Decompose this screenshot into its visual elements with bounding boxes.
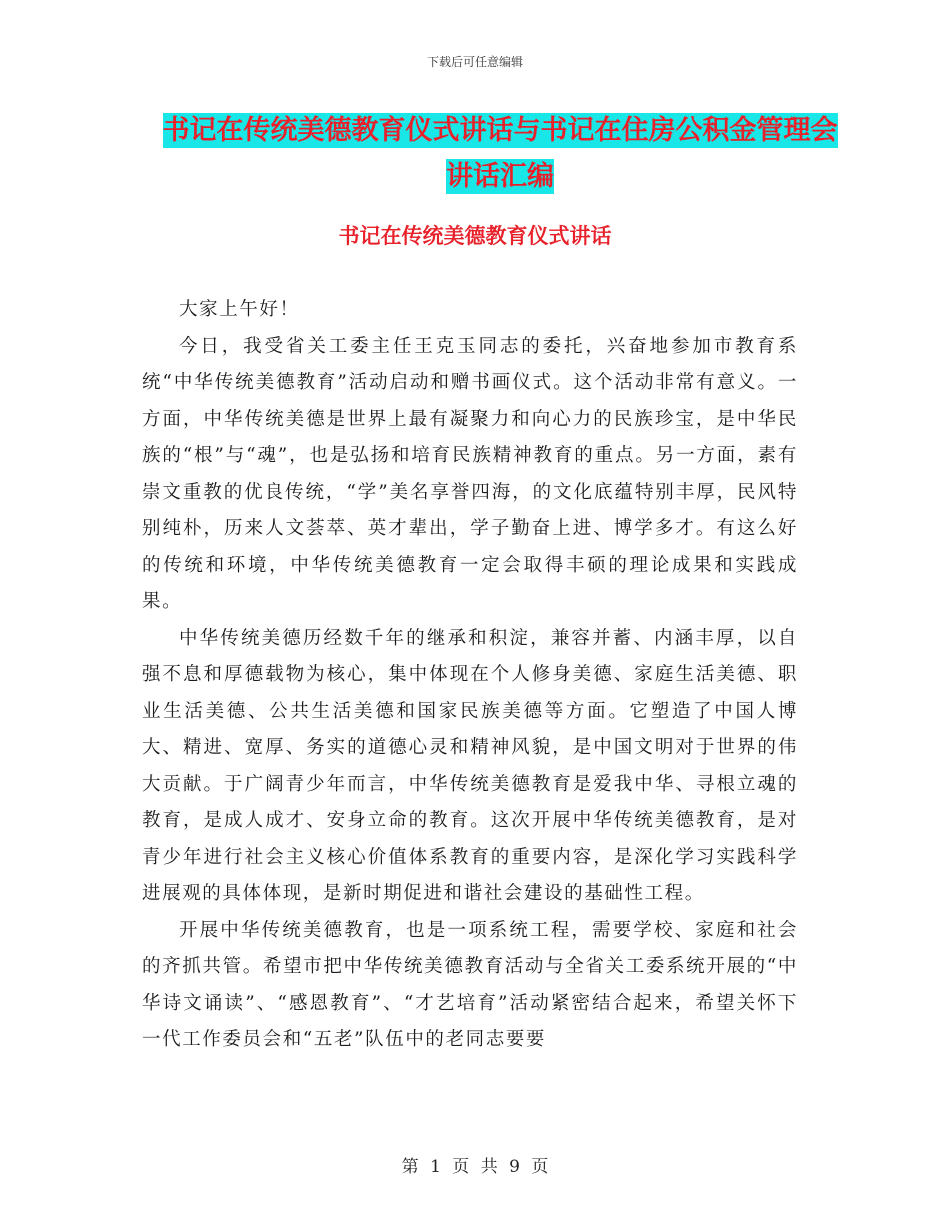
page-header-note: 下载后可任意编辑 xyxy=(426,55,523,69)
body-paragraph: 今日，我受省关工委主任王克玉同志的委托，兴奋地参加市教育系统“中华传统美德教育”活动启动和赠书画仪式。这个活动非常有意义。一方面，中华传统美德是世界上最有凝聚力和向心力的民族珍宝，是中华民族的“根”与“魂”，也是弘扬和培育民族精神教育的重点。另一方面，素有崇文重教的优良传统，“学”美名享誉四海，的文化底蕴特别丰厚，民风特别纯朴，历来人文荟萃、英才辈出，学子勤奋上进、博学多才。有这么好的传统和环境，中华传统美德教育一定会取得丰硕的理论成果和实践成果。 xyxy=(142,335,798,612)
section-title: 书记在传统美德教育仪式讲话 xyxy=(338,223,612,248)
body-paragraph: 中华传统美德历经数千年的继承和积淀，兼容并蓄、内涵丰厚，以自强不息和厚德载物为核心，集中体现在个人修身美德、家庭生活美德、职业生活美德、公共生活美德和国家民族美德等方面。它塑造了中国人博大、精进、宽厚、务实的道德心灵和精神风貌，是中国文明对于世界的伟大贡献。于广阔青少年而言，中华传统美德教育是爱我中华、寻根立魂的教育，是成人成才、安身立命的教育。这次开展中华传统美德教育，是对青少年进行社会主义核心价值体系教育的重要内容，是深化学习实践科学进展观的具体体现，是新时期促进和谐社会建设的基础性工程。 xyxy=(142,627,798,904)
document-title-text: 书记在传统美德教育仪式讲话与书记在住房公积金管理会讲话汇编 xyxy=(162,115,838,192)
document-title xyxy=(150,108,850,200)
page-footer: 第 1 页 共 9 页 xyxy=(401,1157,549,1177)
body-paragraph: 开展中华传统美德教育，也是一项系统工程，需要学校、家庭和社会的齐抓共管。希望市把中华传统美德教育活动与全省关工委系统开展的“中华诗文诵读”、“感恩教育”、“才艺培育”活动紧密结合起来，希望关怀下一代工作委员会和“五老”队伍中的老同志要要 xyxy=(142,919,798,1050)
body-paragraph: 大家上午好！ xyxy=(179,299,300,320)
document-body xyxy=(142,292,798,1059)
